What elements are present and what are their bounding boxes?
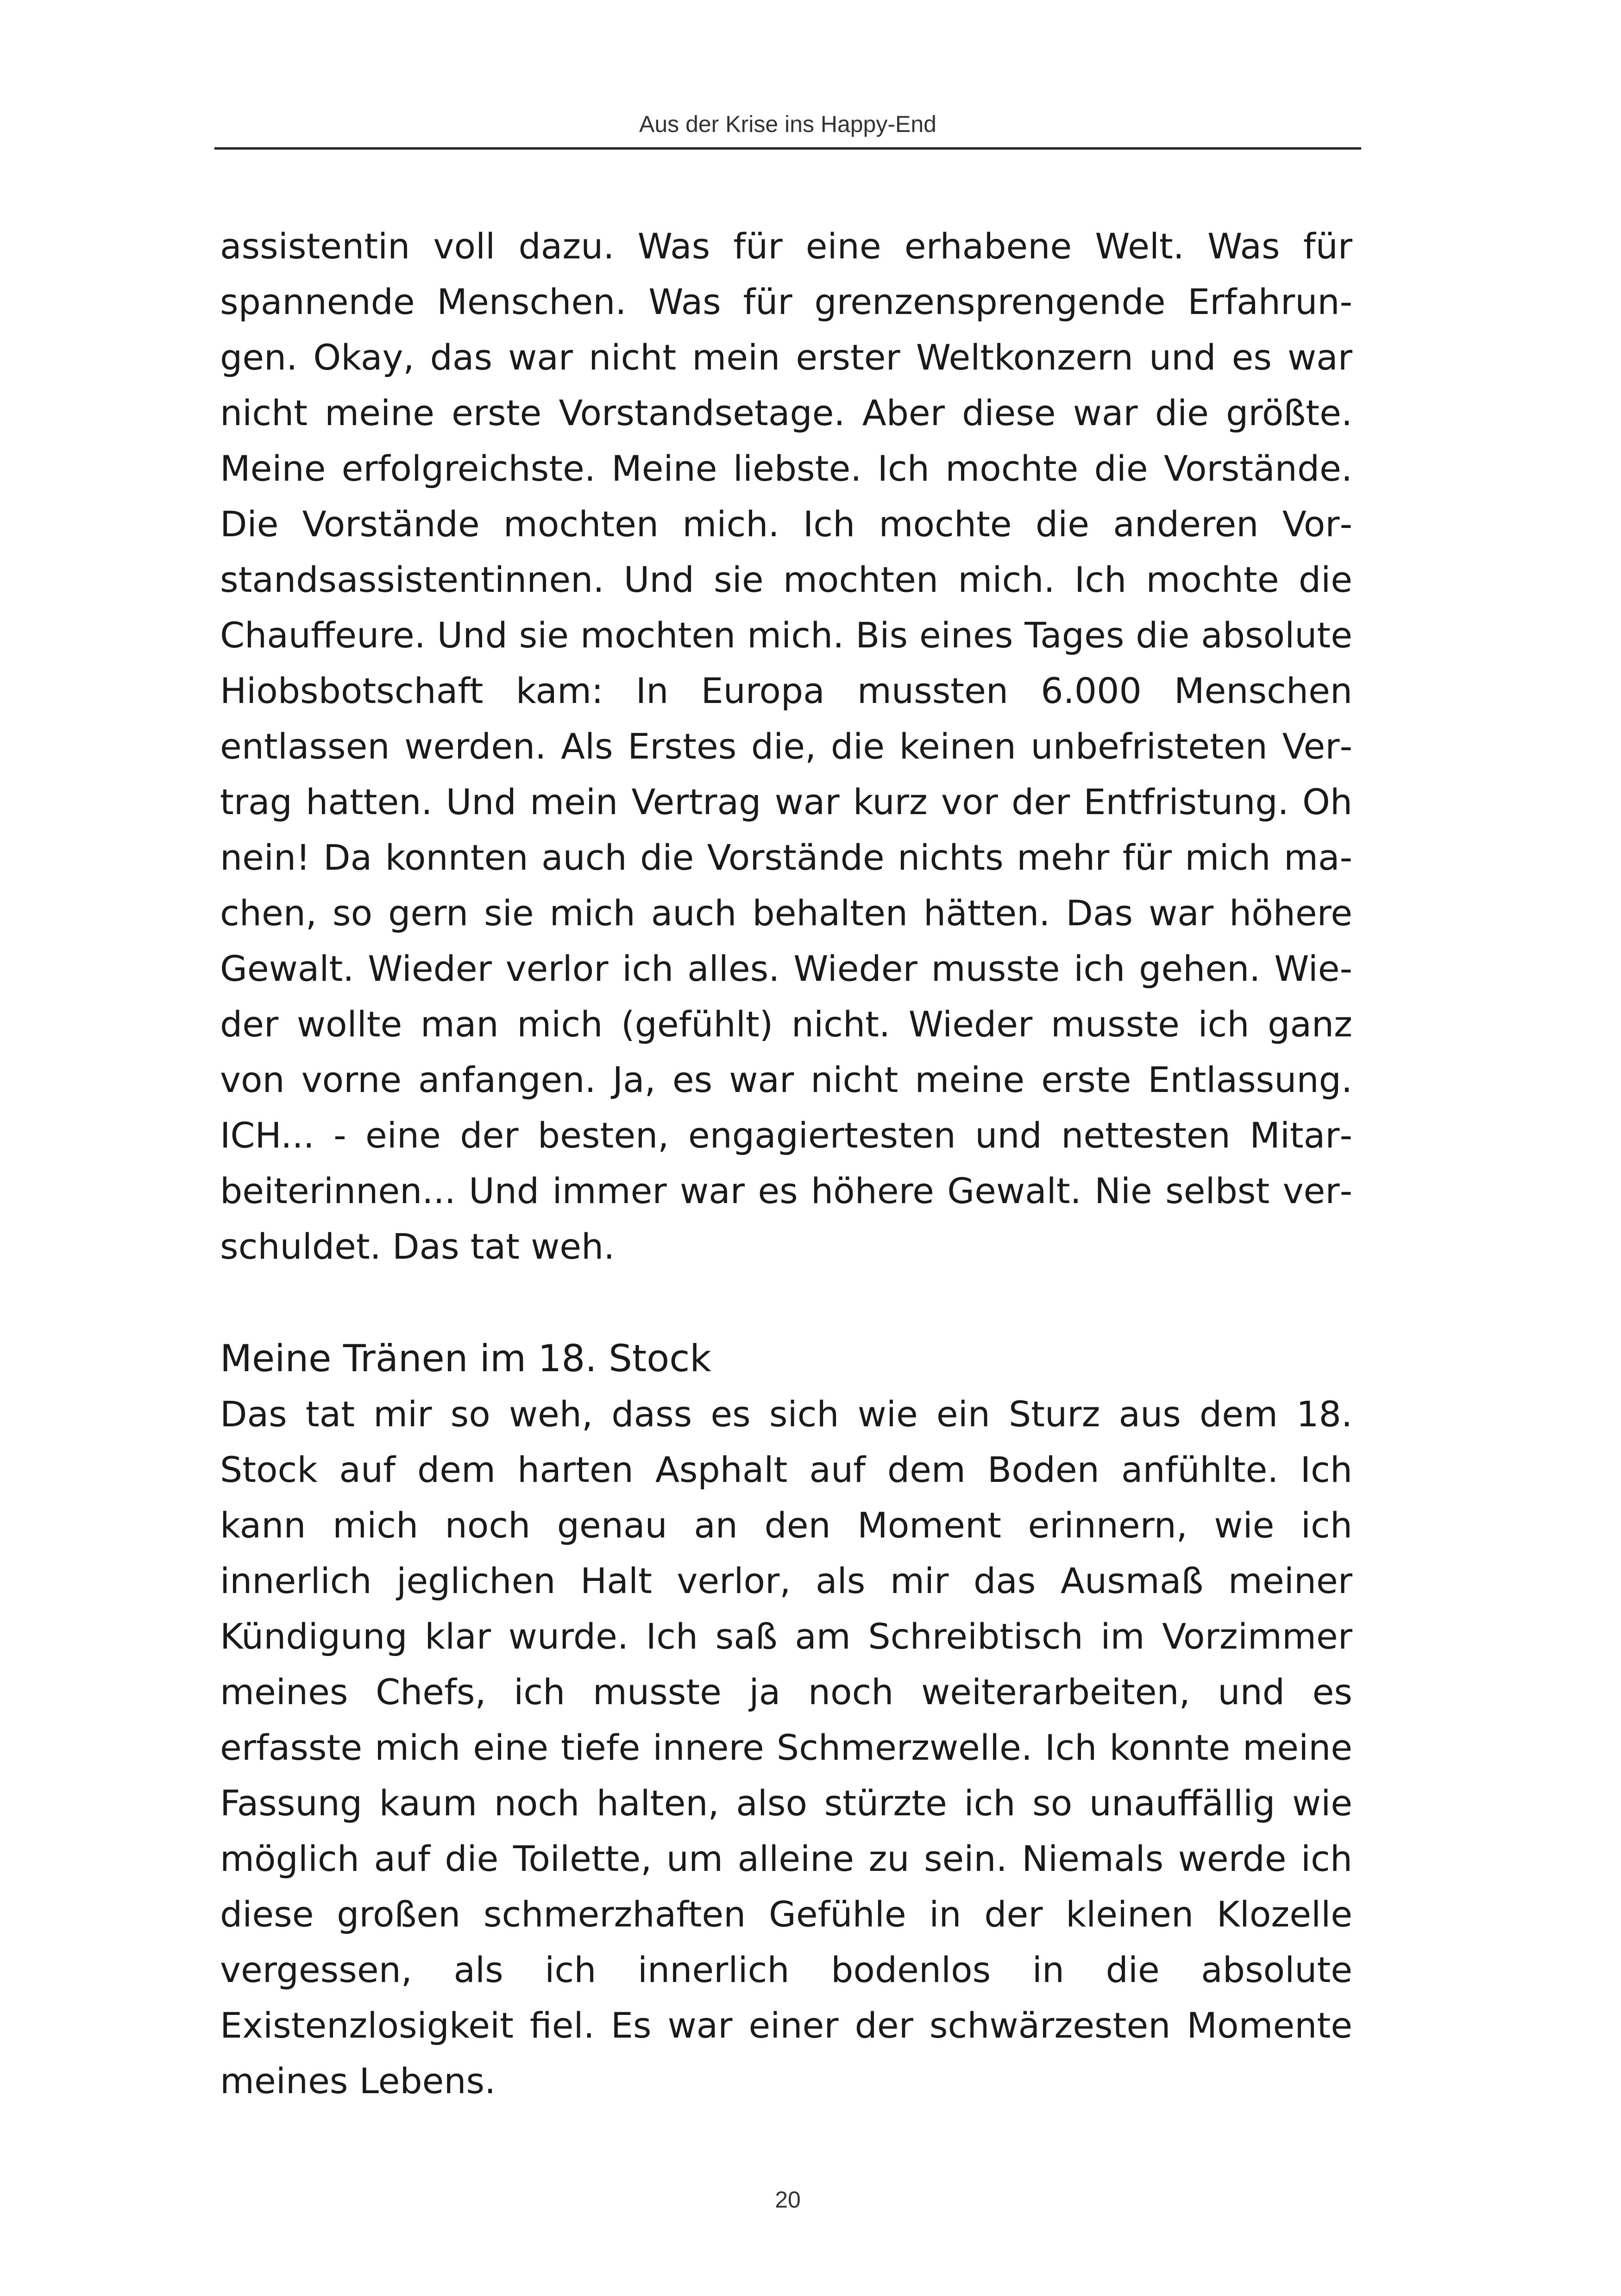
body-paragraph: Das tat mir so weh, dass es sich wie ein Sturz aus dem 18. Stock auf dem harten Asphalt auf dem Boden anfühlte. Ich kann mich noch genau an den Moment erinnern, wie ich innerlich jeglichen Halt verlor, als mir das Ausmaß meiner Kündigung klar wurde. Ich saß am Schreibtisch im Vorzimmer meines Chefs, ich musste ja noch weiterarbeiten, und es erfasste mich eine tiefe innere Schmerzwelle. Ich konnte meine Fassung kaum noch halten, also stürzte ich so unauffällig wie möglich auf die Toilette, um alleine zu sein. Niemals werde ich diese großen schmerzhaften Gefühle in der kleinen Klozelle vergessen, als ich innerlich bodenlos in die absolute Existenzlosigkeit fiel. Es war einer der schwärzesten Momente meines Lebens. xyxy=(220,1393,1352,2102)
page-number: 20 xyxy=(775,2187,801,2213)
running-header: Aus der Krise ins Happy-End xyxy=(639,111,936,137)
section-heading: Meine Tränen im 18. Stock xyxy=(220,1337,711,1380)
header-rule xyxy=(214,147,1361,150)
body-paragraph: assistentin voll dazu. Was für eine erhabene Welt. Was für spannende Menschen. Was für grenzensprengende Erfahrungen. Okay, das war nicht mein erster Weltkonzern und es war nicht meine erste Vorstandsetage. Aber diese war die größte. Meine erfolgreichste. Meine liebste. Ich mochte die Vorstände. Die Vorstände mochten mich. Ich mochte die anderen Vorstandsassistentinnen. Und sie mochten mich. Ich mochte die Chauffeure. Und sie mochten mich. Bis eines Tages die absolute Hiobsbotschaft kam: In Europa mussten 6.000 Menschen entlassen werden. Als Erstes die, die keinen unbefristeten Vertrag hatten. Und mein Vertrag war kurz vor der Entfristung. Oh nein! Da konnten auch die Vorstände nichts mehr für mich machen, so gern sie mich auch behalten hätten. Das war höhere Gewalt. Wieder verlor ich alles. Wieder musste ich gehen. Wieder wollte man mich (gefühlt) nicht. Wieder musste ich ganz von vorne anfangen. Ja, es war nicht meine erste Entlassung. ICH... - eine der besten, engagiertesten und nettesten Mitarbeiterinnen... Und immer war es höhere Gewalt. Nie selbst verschuldet. Das tat weh. xyxy=(220,226,1352,1267)
